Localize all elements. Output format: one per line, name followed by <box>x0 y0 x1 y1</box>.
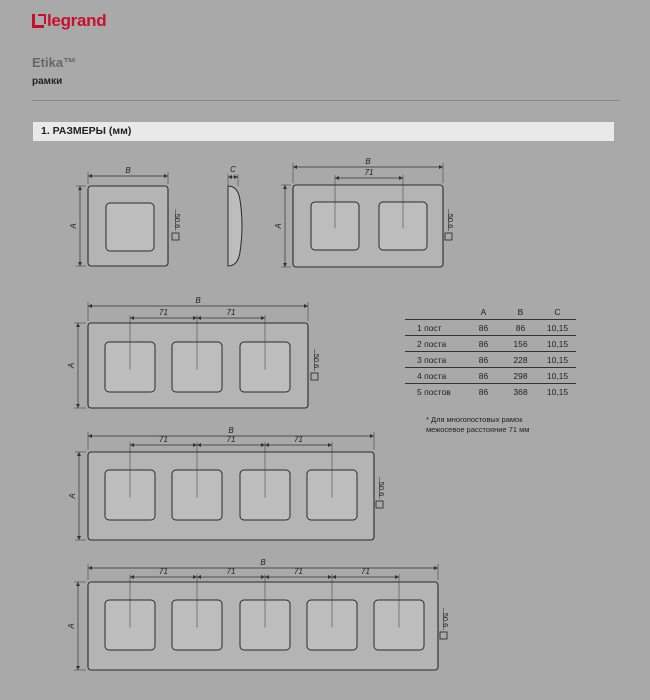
dimension-arrow <box>283 185 287 189</box>
dimension-arrow <box>261 575 265 579</box>
brand-name: legrand <box>47 11 107 30</box>
depth-indicator-icon <box>445 233 452 240</box>
table-cell: 86 <box>478 338 489 349</box>
dimension-arrow <box>88 304 92 308</box>
table-cell: 228 <box>513 354 528 365</box>
table-cell: 10,15 <box>546 338 569 349</box>
dimension-arrow <box>197 316 201 320</box>
table-cell: 10,15 <box>546 370 569 381</box>
dimension-label-a: A <box>274 223 283 229</box>
table-header-cell: C <box>554 306 561 317</box>
dimension-arrow <box>193 316 197 320</box>
section-title: 1. РАЗМЕРЫ (мм) <box>41 125 132 137</box>
dimension-arrow <box>228 175 232 179</box>
table-cell: 5 постов <box>417 386 451 397</box>
dimension-arrow <box>395 575 399 579</box>
table-cell: 10,15 <box>546 386 569 397</box>
depth-indicator-icon <box>172 233 179 240</box>
dimension-arrow <box>370 434 374 438</box>
dimension-arrow <box>76 404 80 408</box>
dimension-label-depth: 50.6 <box>312 353 321 369</box>
dimension-arrow <box>293 165 297 169</box>
dimension-label-a: A <box>68 493 77 499</box>
dimension-arrow <box>88 566 92 570</box>
dimension-label-pitch: 71 <box>294 567 303 576</box>
table-footnote <box>426 415 529 435</box>
dimension-label-a: A <box>67 362 76 369</box>
dimension-label-pitch: 71 <box>361 567 370 576</box>
dimension-arrow <box>88 434 92 438</box>
table-cell: 86 <box>478 386 489 397</box>
table-header-cell: A <box>480 306 487 317</box>
dimension-arrow <box>76 323 80 327</box>
dimension-arrow <box>265 575 269 579</box>
dimension-label-pitch: 71 <box>159 308 168 317</box>
dimension-label-b: B <box>125 166 131 175</box>
dimension-label-pitch: 71 <box>159 567 168 576</box>
dimension-arrow <box>283 263 287 267</box>
dimension-label-pitch: 71 <box>226 567 236 576</box>
dimension-label-c: C <box>230 165 236 174</box>
dimension-arrow <box>164 174 168 178</box>
dimension-arrow <box>130 575 134 579</box>
dimension-arrow <box>197 575 201 579</box>
dimension-label-a: A <box>67 623 76 629</box>
dimension-arrow <box>434 566 438 570</box>
dimensions-table <box>405 304 576 399</box>
table-row <box>405 367 576 383</box>
dimension-label-b: B <box>195 296 201 305</box>
depth-indicator-icon <box>440 632 447 639</box>
dimension-arrow <box>332 575 336 579</box>
table-cell: 86 <box>478 322 489 333</box>
table-header <box>405 304 576 319</box>
dimension-label-depth: 50.6 <box>441 612 450 628</box>
dimension-arrow <box>77 536 81 540</box>
dimension-arrow <box>328 575 332 579</box>
table-cell: 3 поста <box>417 354 447 365</box>
dimension-label-pitch: 71 <box>159 435 168 444</box>
dimension-label-b: B <box>365 157 371 166</box>
dimension-arrow <box>78 262 82 266</box>
dimension-arrow <box>439 165 443 169</box>
depth-indicator-icon <box>311 373 318 380</box>
dimension-label-b: B <box>260 558 266 567</box>
dimension-arrow <box>193 443 197 447</box>
dimension-label-a: A <box>69 223 78 229</box>
table-cell: 10,15 <box>546 322 569 333</box>
dimension-arrow <box>304 304 308 308</box>
dimension-arrow <box>335 176 339 180</box>
dimension-label-depth: 50.6 <box>446 213 455 229</box>
table-cell: 86 <box>478 354 489 365</box>
table-row <box>405 319 576 335</box>
dimension-arrow <box>130 443 134 447</box>
dimension-label-depth: 50.6 <box>377 481 386 497</box>
dimension-arrow <box>399 176 403 180</box>
table-cell: 156 <box>513 338 528 349</box>
table-cell: 1 пост <box>417 322 442 333</box>
dimension-arrow <box>77 452 81 456</box>
dimension-arrow <box>76 666 80 670</box>
footnote-line: межосевое расстояние 71 мм <box>426 425 530 434</box>
socket-opening <box>106 203 154 251</box>
table-cell: 4 поста <box>417 370 447 381</box>
page-subtitle: рамки <box>32 76 63 87</box>
dimension-arrow <box>193 575 197 579</box>
table-row <box>405 383 576 399</box>
dimension-arrow <box>78 186 82 190</box>
table-cell: 86 <box>478 370 489 381</box>
dimension-arrow <box>261 316 265 320</box>
table-cell: 10,15 <box>546 354 569 365</box>
depth-indicator-icon <box>376 501 383 508</box>
dimension-label-pitch: 71 <box>294 435 303 444</box>
dimension-label-pitch: 71 <box>364 168 374 177</box>
dimension-arrow <box>234 175 238 179</box>
dimension-arrow <box>88 174 92 178</box>
dimension-arrow <box>328 443 332 447</box>
dimension-label-pitch: 71 <box>226 435 236 444</box>
dimension-arrow <box>197 443 201 447</box>
dimension-arrow <box>76 582 80 586</box>
table-cell: 298 <box>513 370 528 381</box>
dimension-label-b: B <box>228 426 234 435</box>
dimension-arrow <box>261 443 265 447</box>
dimension-arrow <box>130 316 134 320</box>
dimension-arrow <box>265 443 269 447</box>
page-title: Etika™ <box>32 55 77 70</box>
table-row <box>405 351 576 367</box>
dimension-label-pitch: 71 <box>226 308 236 317</box>
table-cell: 86 <box>515 322 526 333</box>
table-cell: 368 <box>513 386 528 397</box>
table-cell: 2 поста <box>417 338 447 349</box>
table-header-cell: B <box>517 306 524 317</box>
footnote-line: * Для многопостовых рамок <box>426 415 523 424</box>
dimension-label-depth: 50.6 <box>173 213 182 229</box>
frame-side-profile <box>228 186 242 266</box>
table-row <box>405 335 576 351</box>
